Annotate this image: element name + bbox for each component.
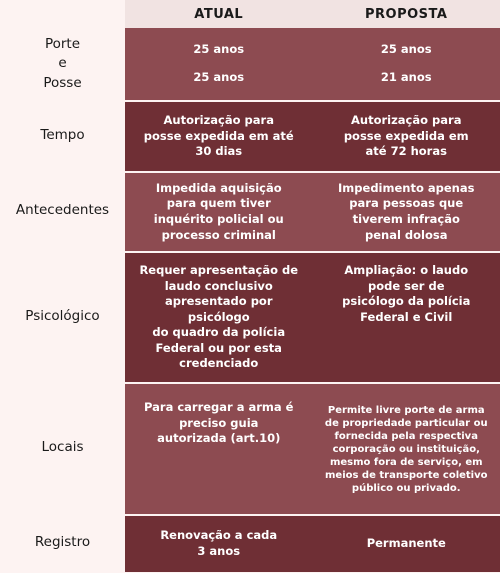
cell-locais-proposta: Permite livre porte de arma de propriedade particular ou fornecida pela respectiva corporação ou instituição, mesmo fora de serviço, em meios de transporte coletivo público ou privado. (313, 382, 500, 514)
column-header-proposta: PROPOSTA (313, 0, 500, 28)
cell-antecedentes-atual: Impedida aquisição para quem tiver inquérito policial ou processo criminal (125, 171, 313, 251)
column-header-atual: ATUAL (125, 0, 313, 28)
cell-tempo-proposta: Autorização para posse expedida em até 72 horas (313, 100, 500, 171)
row-label-psicologico: Psicológico (25, 307, 100, 324)
cell-psicologico-atual: Requer apresentação de laudo conclusivo apresentado por psicólogo do quadro da polícia Federal ou por esta credenciado (125, 251, 313, 382)
cell-tempo-atual: Autorização para posse expedida em até 30 dias (125, 100, 313, 171)
cell-locais-atual: Para carregar a arma é preciso guia autorizada (art.10) (125, 382, 313, 514)
row-label-tempo: Tempo (40, 126, 85, 143)
cell-antecedentes-proposta: Impedimento apenas para pessoas que tiverem infração penal dolosa (313, 171, 500, 251)
cell-porte-proposta-value: 25 anos (380, 42, 432, 57)
cell-registro-atual: Renovação a cada 3 anos (125, 514, 313, 572)
cell-posse-proposta-value: 21 anos (380, 70, 432, 85)
row-label-porte-posse: Porte e Posse (43, 35, 82, 91)
cell-registro-proposta: Permanente (313, 514, 500, 572)
cell-porte-posse-atual (125, 28, 313, 100)
header-blank (0, 0, 125, 28)
row-label-registro: Registro (34, 534, 91, 551)
cell-porte-posse-proposta (313, 28, 500, 100)
row-label-antecedentes: Antecedentes (15, 202, 110, 219)
cell-psicologico-proposta: Ampliação: o laudo pode ser de psicólogo da polícia Federal e Civil (313, 251, 500, 382)
cell-porte-atual-value: 25 anos (193, 42, 245, 57)
cell-posse-atual-value: 25 anos (193, 70, 245, 85)
row-label-locais: Locais (41, 439, 84, 456)
